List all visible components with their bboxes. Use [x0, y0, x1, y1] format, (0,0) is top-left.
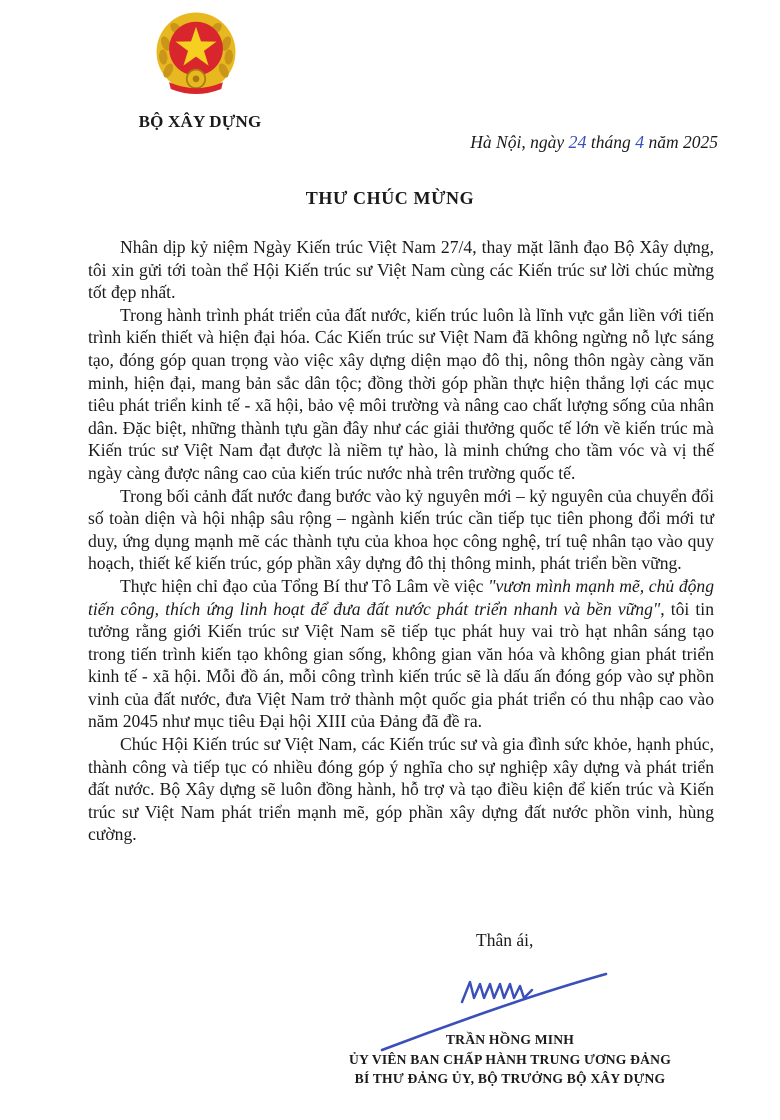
date-month: 4	[635, 132, 645, 152]
paragraph-3: Trong bối cảnh đất nước đang bước vào kỷ nguyên mới – kỷ nguyên của chuyển đổi số toàn diện và hội nhập sâu rộng – ngành kiến trúc cần tiếp tục tiên phong đổi mới tư duy, ứng dụng mạnh mẽ các thành tựu của khoa học công nghệ, trí tuệ nhân tạo vào quy hoạch, thiết kế kiến trúc, góp phần xây dựng đô thị thông minh, phát triển bền vững.	[88, 485, 714, 574]
signer-title-2: BÍ THƯ ĐẢNG ỦY, BỘ TRƯỞNG BỘ XÂY DỰNG	[354, 1071, 666, 1086]
closing-salutation: Thân ái,	[476, 930, 534, 950]
paragraph-5: Chúc Hội Kiến trúc sư Việt Nam, các Kiến trúc sư và gia đình sức khỏe, hạnh phúc, thành công và tiếp tục có nhiều đóng góp ý nghĩa cho sự nghiệp xây dựng và phát triển đất nước. Bộ Xây dựng sẽ luôn đồng hành, hỗ trợ và tạo điều kiện để kiến trúc và Kiến trúc sư Việt Nam phát triển mạnh mẽ, góp phần xây dựng đất nước phồn vinh, hùng cường.	[88, 734, 714, 845]
paragraph-4-lead: Thực hiện chỉ đạo của Tổng Bí thư Tô Lâm về việc	[120, 575, 489, 596]
date-month-word: tháng	[590, 132, 631, 152]
ministry-name: BỘ XÂY DỰNG	[138, 112, 262, 131]
paragraph-1: Nhân dịp kỷ niệm Ngày Kiến trúc Việt Nam 27/4, thay mặt lãnh đạo Bộ Xây dựng, tôi xin gửi tới toàn thể Hội Kiến trúc sư Việt Nam cùng các Kiến trúc sư lời chúc mừng tốt đẹp nhất.	[88, 237, 714, 303]
letter-title: THƯ CHÚC MỪNG	[305, 188, 475, 208]
national-emblem-icon	[154, 10, 238, 94]
paragraph-4-rest: , tôi tin tưởng rằng giới Kiến trúc sư Việt Nam sẽ tiếp tục phát huy vai trò hạt nhân sáng tạo trong tiến trình kiến tạo không gian sống, không gian văn hóa và không gian phát triển kinh tế - xã hội. Mỗi đồ án, mỗi công trình kiến trúc sẽ là dấu ấn đóng góp vào sự phồn vinh của đất nước, đưa Việt Nam trở thành một quốc gia phát triển có thu nhập cao vào năm 2045 như mục tiêu Đại hội XIII của Đảng đã đề ra.	[88, 598, 714, 732]
paragraph-4	[88, 575, 714, 733]
date-line	[470, 132, 718, 153]
letter-body	[88, 236, 714, 846]
signer-title-1: ỦY VIÊN BAN CHẤP HÀNH TRUNG ƯƠNG ĐẢNG	[349, 1052, 671, 1067]
date-day: 24	[568, 132, 587, 152]
paragraph-4-quote: "vươn mình mạnh mẽ, chủ động tiến công, thích ứng linh hoạt để đưa đất nước phát triển nhanh và bền vững"	[88, 575, 715, 619]
date-year: năm 2025	[648, 132, 718, 152]
date-prefix: Hà Nội, ngày	[470, 132, 565, 152]
signer-name: TRẦN HỒNG MINH	[445, 1032, 575, 1047]
paragraph-2: Trong hành trình phát triển của đất nước, kiến trúc luôn là lĩnh vực gắn liền với tiến trình kiến thiết và hiện đại hóa. Các Kiến trúc sư Việt Nam đã không ngừng nỗ lực sáng tạo, đóng góp quan trọng vào việc xây dựng diện mạo đô thị, nông thôn ngày càng văn minh, hiện đại, mang bản sắc dân tộc; đồng thời góp phần thực hiện thắng lợi các mục tiêu phát triển kinh tế - xã hội, bảo vệ môi trường và nâng cao chất lượng sống của nhân dân. Đặc biệt, những thành tựu gần đây như các giải thưởng quốc tế lớn về kiến trúc mà Kiến trúc sư Việt Nam đạt được là niềm tự hào, là minh chứng cho tầm vóc và vị thế ngày càng được nâng cao của kiến trúc nước nhà trên trường quốc tế.	[88, 304, 714, 483]
